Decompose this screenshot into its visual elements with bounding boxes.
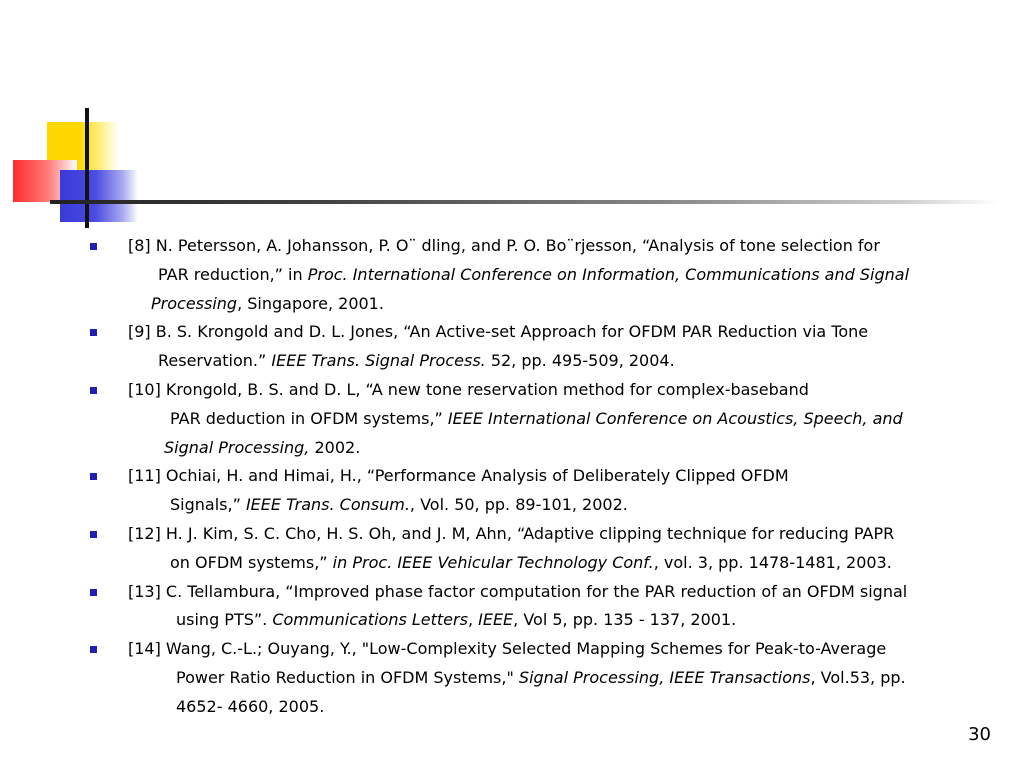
citation-italic-text: Proc. International Conference on Information, Communications and Signal — [307, 264, 910, 284]
citation-italic-text: IEEE — [478, 610, 514, 630]
page-number: 30 — [968, 724, 991, 745]
citation-text: [8] N. Petersson, A. Johansson, P. O¨ dling, and P. O. Bo¨rjesson, “Analysis of tone selection for — [128, 236, 880, 255]
citation-text: on OFDM systems,” — [170, 552, 333, 572]
bullet-icon — [90, 243, 97, 250]
citation-text: 4652- 4660, 2005. — [176, 696, 325, 716]
citation-text: , Vol 5, pp. 135 - 137, 2001. — [513, 610, 737, 630]
citation-italic-text: Signal Processing, IEEE Transactions — [518, 667, 811, 687]
reference-item — [128, 520, 1008, 578]
vertical-rule — [85, 108, 89, 228]
citation-text: 2002. — [309, 437, 361, 457]
citation-italic-text: IEEE Trans. Signal Process. — [271, 351, 486, 371]
reference-line — [128, 261, 1008, 290]
citation-italic-text: IEEE Trans. Consum. — [245, 495, 410, 515]
reference-item — [128, 635, 1008, 721]
reference-line — [128, 347, 1008, 376]
citation-text: Signals,” — [170, 495, 246, 515]
citation-italic-text: IEEE International Conference on Acoustics, Speech, and — [447, 408, 903, 428]
bullet-icon — [90, 589, 97, 596]
citation-text: 52, pp. 495-509, 2004. — [485, 351, 675, 371]
citation-text: Power Ratio Reduction in OFDM Systems," — [176, 667, 519, 687]
citation-text: [12] H. J. Kim, S. C. Cho, H. S. Oh, and J. M, Ahn, “Adaptive clipping technique for reducing PAPR — [128, 523, 895, 543]
reference-list — [128, 232, 1008, 722]
reference-line — [128, 434, 1008, 463]
reference-line — [128, 405, 1008, 434]
reference-item — [128, 462, 1008, 520]
reference-item — [128, 578, 1008, 636]
bullet-icon — [90, 387, 97, 394]
bullet-icon — [90, 531, 97, 538]
reference-item — [128, 318, 1008, 376]
citation-text: PAR deduction in OFDM systems,” — [170, 408, 448, 428]
reference-line — [128, 376, 1008, 405]
reference-line — [128, 693, 1008, 722]
reference-line — [128, 462, 1008, 491]
blue-square-decoration — [60, 170, 138, 222]
citation-text: [14] Wang, C.-L.; Ouyang, Y., "Low-Complexity Selected Mapping Schemes for Peak-to-Average — [128, 639, 887, 659]
reference-item — [128, 232, 1008, 318]
citation-text: Reservation.” — [158, 351, 272, 371]
reference-line — [128, 290, 1008, 319]
citation-text: [13] C. Tellambura, “Improved phase factor computation for the PAR reduction of an OFDM signal — [128, 581, 908, 601]
citation-text: , — [467, 610, 479, 630]
citation-text: , Vol.53, pp. — [810, 667, 906, 687]
title-underline-rule — [50, 200, 1000, 204]
bullet-icon — [90, 473, 97, 480]
citation-italic-text: Processing — [151, 293, 238, 313]
reference-item — [128, 376, 1008, 462]
citation-text: PAR reduction,” in — [158, 264, 308, 284]
bullet-icon — [90, 329, 97, 336]
reference-line — [128, 578, 1008, 607]
reference-line — [128, 606, 1008, 635]
citation-text: , vol. 3, pp. 1478-1481, 2003. — [653, 552, 892, 572]
citation-italic-text: in Proc. IEEE Vehicular Technology Conf. — [332, 552, 654, 572]
citation-text: [9] B. S. Krongold and D. L. Jones, “An Active-set Approach for OFDM PAR Reduction via Tone — [128, 322, 869, 342]
citation-text: , Singapore, 2001. — [237, 293, 384, 313]
citation-italic-text: Signal Processing, — [164, 437, 310, 457]
reference-line — [128, 491, 1008, 520]
reference-line — [128, 232, 1008, 261]
citation-italic-text: Communications Letters — [272, 610, 468, 630]
citation-text: , Vol. 50, pp. 89-101, 2002. — [409, 495, 628, 515]
citation-text: [11] Ochiai, H. and Himai, H., “Performance Analysis of Deliberately Clipped OFDM — [128, 466, 789, 486]
reference-line — [128, 664, 1008, 693]
reference-line — [128, 520, 1008, 549]
bullet-icon — [90, 646, 97, 653]
citation-text: using PTS”. — [176, 610, 273, 630]
reference-line — [128, 549, 1008, 578]
citation-text: [10] Krongold, B. S. and D. L, “A new tone reservation method for complex-baseband — [128, 379, 809, 399]
reference-line — [128, 635, 1008, 664]
reference-line — [128, 318, 1008, 347]
